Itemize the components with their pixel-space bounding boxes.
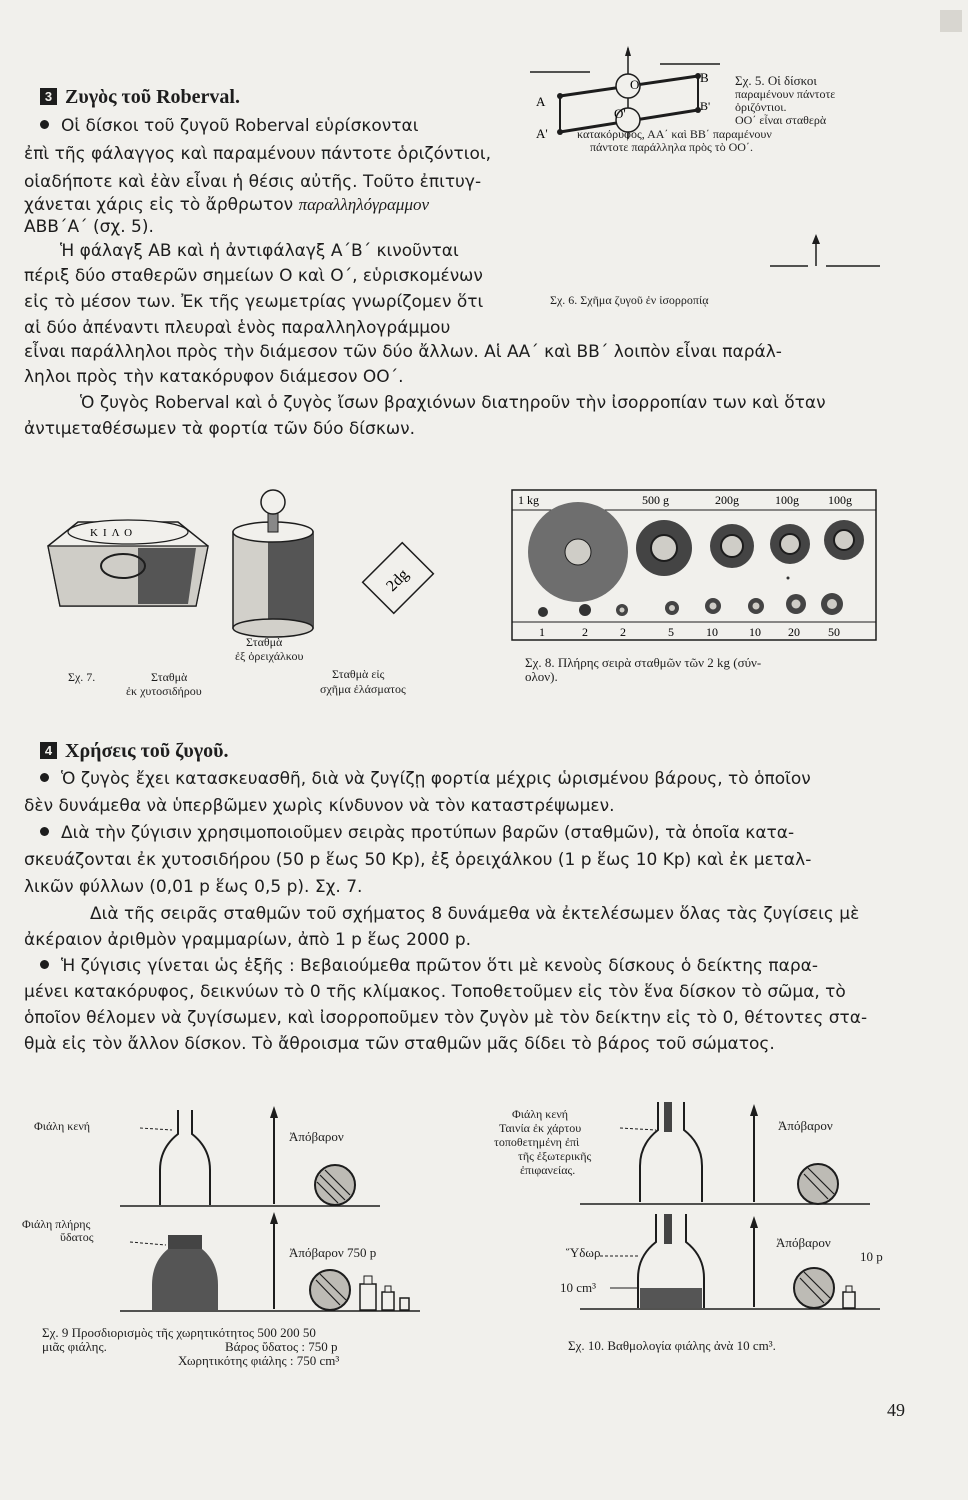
fig10-volume-label: 10 cm³	[560, 1280, 597, 1295]
fig9-label-empty: Φιάλη κενή	[34, 1119, 91, 1133]
fig5-label-a-prime: A'	[536, 126, 548, 141]
fig10-water-label: Ὕδωρ	[566, 1245, 601, 1260]
s4-line-10: ὁποῖον θέλομεν νὰ ζυγίσωμεν, καὶ ἰσορροποῦμεν τὸν ζυγὸν μὲ τὸν δείκτην εἰς τὸ 0, θέτοντες στα-	[24, 1008, 868, 1028]
fig10-weight-label: 10 p	[860, 1249, 883, 1264]
s3-line-4: χάνεται χάρις εἰς τὸ ἄρθρωτον παραλληλόγραμμον	[24, 195, 430, 215]
s3-line-6: Ἡ φάλαγξ ΑΒ καὶ ἡ ἀντιφάλαγξ Α΄Β΄ κινοῦνται	[60, 241, 459, 261]
svg-text:2: 2	[620, 625, 626, 639]
s3-line-9: αἱ δύο ἀπέναντι πλευραὶ ἑνὸς παραλληλογράμμου	[24, 318, 451, 338]
label-100g-b: 100g	[828, 493, 852, 507]
iron-weight	[48, 520, 208, 606]
label-200g: 200g	[715, 493, 739, 507]
bullet-icon	[40, 960, 49, 969]
fig9-caption-2: μιᾶς φιάλης.	[42, 1339, 107, 1354]
fig6-caption: Σχ. 6. Σχῆμα ζυγοῦ ἐν ἰσορροπίᾳ	[550, 293, 709, 307]
fig8-weights-set	[510, 488, 880, 643]
fig6-balance-diagram	[770, 232, 890, 272]
fig7-cap-iron-1: Σταθμὰ	[151, 670, 188, 684]
sheet-weight	[363, 543, 434, 614]
page-number: 49	[887, 1400, 905, 1420]
s3-line-5: ΑΒΒ΄Α΄ (σχ. 5).	[24, 217, 154, 237]
s4-line-2: δὲν δυνάμεθα νὰ ὑπερβῶμεν χωρὶς κίνδυνον νὰ τὸν καταστρέψωμεν.	[24, 796, 615, 816]
s4-line-5: λικῶν φύλλων (0,01 p ἕως 0,5 p). Σχ. 7.	[24, 877, 363, 897]
fig7-cap-brass-2: ἐξ ὀρειχάλκου	[235, 649, 304, 663]
italic-term: παραλληλόγραμμον	[298, 195, 430, 214]
s4-line-9: μένει κατακόρυφος, δεικνύων τὸ 0 τῆς κλίμακος. Τοποθετοῦμεν εἰς τὸν ἕνα δίσκον τὸ σῶμα, τὸ	[24, 982, 846, 1002]
s3-line-10: εἶναι παράλληλοι πρὸς τὴν διάμεσον τῶν δύο ἄλλων. Αἱ ΑΑ΄ καὶ ΒΒ΄ λοιπὸν εἶναι παράλ-	[24, 342, 782, 362]
fig5-caption-6: πάντοτε παράλληλα πρὸς τὸ ΟΟ΄.	[590, 140, 753, 154]
fig9-label-full-1: Φιάλη πλήρης	[22, 1217, 91, 1231]
section-3-title: Ζυγὸς τοῦ Roberval.	[65, 86, 240, 108]
fig10-label-1: Φιάλη κενή	[512, 1107, 569, 1121]
fig10-tare-label: Ἀπόβαρον	[778, 1118, 833, 1133]
s4-line-4: σκευάζονται ἐκ χυτοσιδήρου (50 p ἕως 50 Kp), ἐξ ὀρειχάλκου (1 p ἕως 10 Kp) καὶ ἐκ μεταλ-	[24, 850, 812, 870]
s3-line-7: πέριξ δύο σταθερῶν σημείων Ο καὶ Ο΄, εὑρισκομένων	[24, 266, 483, 286]
section-4-number: 4	[40, 742, 57, 759]
fig5-caption-4: ΟΟ΄ εἶναι σταθερὰ	[735, 113, 827, 127]
s3-line-11: ληλοι πρὸς τὴν κατακόρυφον διάμεσον ΟΟ΄.	[24, 367, 404, 387]
fig10-label-4: τῆς ἐξωτερικῆς	[518, 1149, 592, 1163]
fig9-caption-3: Βάρος ὕδατος : 750 p	[225, 1339, 338, 1354]
label-100g-a: 100g	[775, 493, 799, 507]
svg-text:20: 20	[788, 625, 800, 639]
fig5-label-o-prime: O'	[614, 106, 626, 121]
s3-line-13: ἀντιμεταθέσωμεν τὰ φορτία τῶν δύο δίσκων.	[24, 419, 415, 439]
svg-text:5: 5	[668, 625, 674, 639]
section-4-title: Χρήσεις τοῦ ζυγοῦ.	[65, 740, 229, 762]
svg-text:1: 1	[539, 625, 545, 639]
fig10-label-3: τοποθετημένη ἐπὶ	[494, 1135, 580, 1149]
fig8-caption-1: Σχ. 8. Πλήρης σειρὰ σταθμῶν τῶν 2 kg (σύν-	[525, 655, 762, 670]
svg-text:10: 10	[706, 625, 718, 639]
fig10-label-5: ἐπιφανείας.	[520, 1163, 576, 1177]
fig10-label-2: Ταινία ἐκ χάρτου	[499, 1121, 582, 1135]
fig5-label-b: B	[700, 70, 709, 85]
s4-line-6: Διὰ τῆς σειρᾶς σταθμῶν τοῦ σχήματος 8 δυνάμεθα νὰ ἐκτελέσωμεν ὅλας τὰς ζυγίσεις μὲ	[90, 904, 860, 924]
sheet-weight-text: 2dg	[383, 565, 413, 595]
bullet-icon	[40, 827, 49, 836]
fig8-caption-2: ολον).	[525, 669, 558, 684]
fig9-label-full-2: ὕδατος	[60, 1230, 94, 1244]
fig7-cap-sheet-1: Σταθμὰ εἰς	[332, 667, 385, 681]
fig7-weights-illustration	[28, 486, 438, 646]
section-3-heading	[40, 86, 240, 109]
bullet-icon	[40, 773, 49, 782]
s4-line-7: ἀκέραιον ἀριθμὸν γραμμαρίων, ἀπὸ 1 p ἕως 2000 p.	[24, 930, 472, 950]
fig5-label-b-prime: B'	[700, 99, 711, 113]
page-corner-mark	[940, 10, 962, 32]
s3-line-2: ἐπὶ τῆς φάλαγγος καὶ παραμένουν πάντοτε ὁριζόντιοι,	[24, 144, 492, 164]
s4-line-3: Διὰ τὴν ζύγισιν χρησιμοποιοῦμεν σειρὰς προτύπων βαρῶν (σταθμῶν), τὰ ὁποῖα κατα-	[40, 822, 794, 844]
label-1kg: 1 kg	[518, 493, 539, 507]
fig5-caption-1: Σχ. 5. Οἱ δίσκοι	[735, 73, 817, 88]
section-3-number: 3	[40, 88, 57, 105]
brass-weight	[233, 490, 313, 637]
svg-text:2: 2	[582, 625, 588, 639]
s3-line-1: Οἱ δίσκοι τοῦ ζυγοῦ Roberval εὑρίσκονται	[40, 115, 418, 137]
svg-text:10: 10	[749, 625, 761, 639]
fig7-cap-brass-1: Σταθμὰ	[246, 635, 283, 649]
fig5-caption-5: κατακόρυφος, ΑΑ΄ καὶ ΒΒ΄ παραμένουν	[577, 127, 772, 141]
fig10-caption: Σχ. 10. Βαθμολογία φιάλης ἀνὰ 10 cm³.	[568, 1338, 776, 1353]
s3-line-12: Ὁ ζυγὸς Roberval καὶ ὁ ζυγὸς ἴσων βραχιόνων διατηροῦν τὴν ἰσορροπίαν των καὶ ὅταν	[80, 393, 826, 413]
fig5-label-a: A	[536, 94, 546, 109]
fig5-caption-2: παραμένουν πάντοτε	[735, 87, 836, 101]
fig5-label-o: O	[630, 77, 640, 92]
s4-line-8: Ἡ ζύγισις γίνεται ὡς ἑξῆς : Βεβαιούμεθα πρῶτον ὅτι μὲ κενοὺς δίσκους ὁ δείκτης παρα-	[40, 955, 818, 977]
fig10-tare2-label: Ἀπόβαρον	[776, 1235, 831, 1250]
bullet-icon	[40, 120, 49, 129]
fig7-cap-sheet-2: σχῆμα ἐλάσματος	[320, 682, 406, 696]
s3-line-3: οἱαδήποτε καὶ ἐὰν εἶναι ἡ θέσις αὐτῆς. Τοῦτο ἐπιτυγ-	[24, 172, 482, 192]
fig10-bottle-diagram	[560, 1096, 890, 1321]
fig9-caption-4: Χωρητικότης φιάλης : 750 cm³	[178, 1353, 340, 1368]
fig9-caption-1: Σχ. 9 Προσδιορισμὸς τῆς χωρητικότητος 500 200 50	[42, 1325, 316, 1340]
fig9-tare-label: Ἀπόβαρον	[289, 1129, 344, 1144]
s4-line-11: θμὰ εἰς τὸν ἄλλον δίσκον. Τὸ ἄθροισμα τῶν σταθμῶν μᾶς δίδει τὸ βάρος τοῦ σώματος.	[24, 1034, 775, 1054]
s3-line-8: εἰς τὸ μέσον των. Ἐκ τῆς γεωμετρίας γνωρίζομεν ὅτι	[24, 292, 484, 312]
fig7-cap-iron-2: ἐκ χυτοσιδήρου	[126, 684, 202, 698]
label-500g: 500 g	[642, 493, 669, 507]
section-4-heading	[40, 740, 229, 763]
fig9-bottle-diagram	[120, 1100, 440, 1325]
fig5-caption-3: ὁριζόντιοι.	[735, 100, 787, 114]
svg-text:50: 50	[828, 625, 840, 639]
fig9-tare-750-label: Ἀπόβαρον 750 p	[289, 1245, 377, 1260]
iron-weight-text: ΚΙΛΟ	[90, 527, 138, 539]
fig7-label: Σχ. 7.	[68, 670, 96, 684]
s4-line-1: Ὁ ζυγὸς ἔχει κατασκευασθῆ, διὰ νὰ ζυγίζῃ φορτία μέχρις ὡρισμένου βάρους, τὸ ὁποῖον	[40, 768, 811, 790]
